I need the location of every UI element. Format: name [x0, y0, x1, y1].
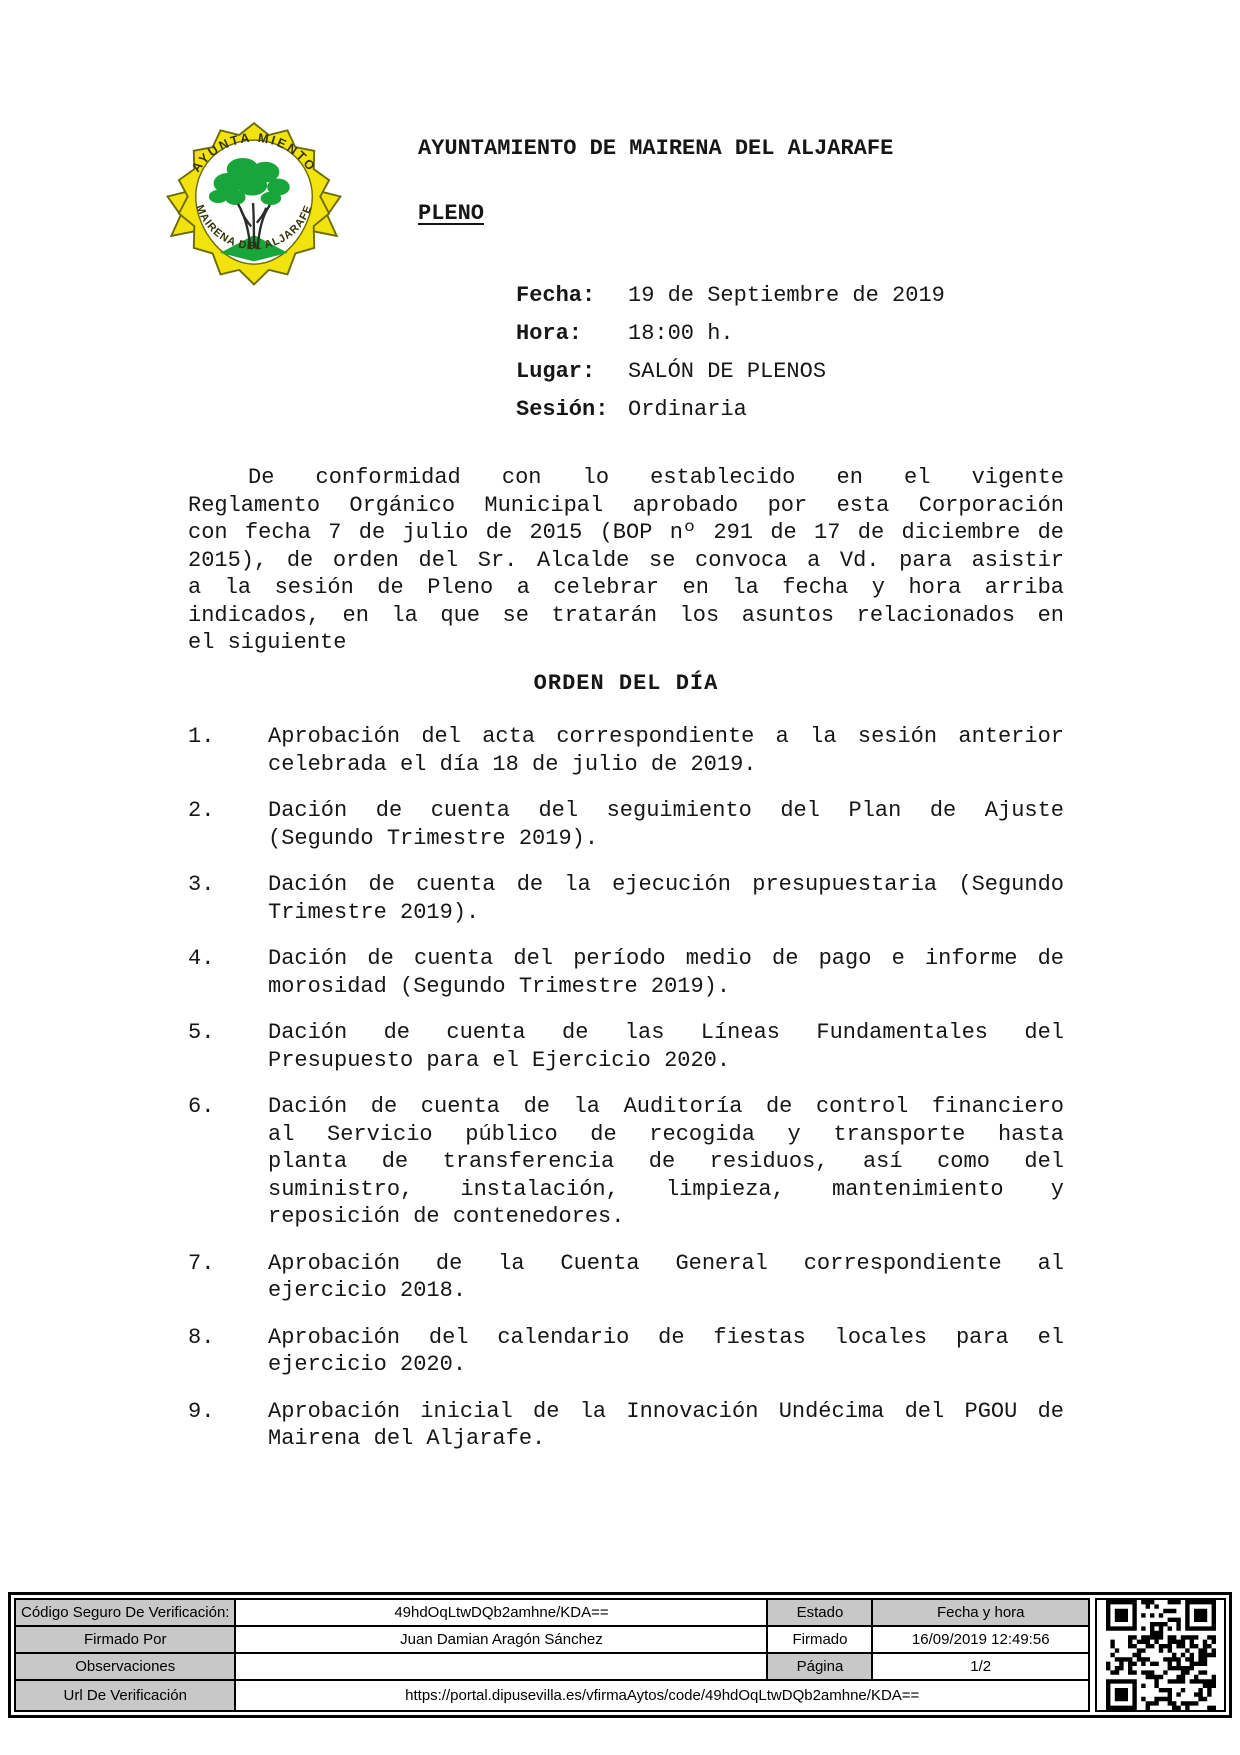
agenda-item-line: ejercicio 2020. [268, 1352, 467, 1377]
intro-line: De conformidad con lo establecido en el vigente [248, 465, 1064, 490]
sig-extra-cell: 16/09/2019 12:49:56 [872, 1626, 1089, 1653]
agenda-item-line: reposición de contenedores. [268, 1204, 625, 1229]
agenda-item-text [268, 1093, 1064, 1231]
agenda-item-line: Aprobación del calendario de fiestas locales para el [268, 1324, 1064, 1350]
session-type-heading: PLENO [418, 201, 485, 226]
agenda-item-line: (Segundo Trimestre 2019). [268, 825, 599, 851]
meta-row [516, 352, 945, 390]
intro-paragraph [188, 464, 1064, 657]
agenda-item-line: Mairena del Aljarafe. [268, 1426, 546, 1451]
sig-label-cell: Observaciones [15, 1653, 235, 1680]
meta-value: Ordinaria [628, 396, 747, 422]
meta-label: Fecha: [516, 282, 596, 308]
sig-label-cell: Código Seguro De Verificación: [15, 1599, 235, 1626]
meta-row [516, 276, 945, 314]
agenda-item-text [268, 945, 1064, 1000]
signature-url-row [15, 1680, 1089, 1711]
qr-modules [1106, 1600, 1216, 1710]
municipal-coat-of-arms [160, 110, 348, 298]
sig-status-cell: Firmado [767, 1626, 872, 1653]
agenda-item-number: 1. [188, 724, 215, 749]
agenda-item-number: 6. [188, 1094, 215, 1119]
agenda-item [188, 1093, 1064, 1231]
intro-line: el siguiente [188, 630, 347, 655]
sig-extra-cell: Fecha y hora [872, 1599, 1089, 1626]
document-title: AYUNTAMIENTO DE MAIRENA DEL ALJARAFE [418, 136, 894, 161]
agenda-item-line: planta de transferencia de residuos, así como del [268, 1149, 1064, 1174]
agenda-item-number: 7. [188, 1250, 215, 1276]
sig-extra-cell: 1/2 [872, 1653, 1089, 1680]
agenda-item [188, 1398, 1064, 1453]
agenda-item-line: Dación de cuenta de la ejecución presupuestaria (Segundo [268, 872, 1064, 897]
agenda-item [188, 1019, 1064, 1074]
agenda-item-line: Aprobación de la Cuenta General correspondiente al [268, 1250, 1064, 1276]
meta-value: SALÓN DE PLENOS [628, 358, 827, 384]
intro-line: con fecha 7 de julio de 2015 (BOP nº 291 de 17 de diciembre de [188, 520, 1064, 545]
meta-value: 18:00 h. [628, 320, 734, 346]
agenda-item-line: celebrada el día 18 de julio de 2019. [268, 751, 757, 777]
agenda-item-line: ejercicio 2018. [268, 1278, 467, 1303]
intro-line: 2015), de orden del Sr. Alcalde se convoca a Vd. para asistir [188, 547, 1064, 573]
agenda-item-text [268, 1250, 1064, 1305]
agenda-item-line: al Servicio público de recogida y transporte hasta [268, 1121, 1064, 1147]
sig-value-cell [235, 1653, 767, 1680]
agenda-item [188, 1324, 1064, 1379]
agenda-item-line: Trimestre 2019). [268, 899, 480, 925]
meta-row [516, 314, 945, 352]
agenda-item-line: Dación de cuenta de las Líneas Fundamentales del [268, 1020, 1064, 1045]
agenda-item-number: 4. [188, 946, 215, 971]
sig-value-cell: Juan Damian Aragón Sánchez [235, 1626, 767, 1653]
agenda-item-line: Presupuesto para el Ejercicio 2020. [268, 1047, 731, 1073]
coat-of-arms-svg [160, 110, 348, 298]
agenda-item [188, 945, 1064, 1000]
agenda-item-text [268, 723, 1064, 778]
agenda-item-line: suministro, instalación, limpieza, mantenimiento y [268, 1176, 1064, 1202]
signature-table-row [15, 1599, 1089, 1626]
intro-line: a la sesión de Pleno a celebrar en la fecha y hora arriba [188, 575, 1064, 600]
agenda-item [188, 723, 1064, 778]
agenda-item-number: 8. [188, 1324, 215, 1350]
agenda-item [188, 797, 1064, 852]
signature-table-row [15, 1626, 1089, 1653]
signature-table-body [15, 1599, 1089, 1711]
agenda-item-line: Aprobación del acta correspondiente a la sesión anterior [268, 724, 1064, 749]
meta-label: Sesión: [516, 396, 609, 422]
sig-value-cell: 49hdOqLtwDQb2amhne/KDA== [235, 1599, 767, 1626]
agenda-item-line: morosidad (Segundo Trimestre 2019). [268, 973, 731, 999]
agenda-heading: ORDEN DEL DÍA [533, 671, 719, 696]
logo-top-arc-text: AYUNTA MIENTO [189, 130, 319, 175]
logo-bottom-arc-text: MAIRENA DEL ALJARAFE [193, 203, 315, 253]
agenda-item-line: Aprobación inicial de la Innovación Undécima del PGOU de [268, 1398, 1064, 1424]
agenda-item-text [268, 1398, 1064, 1453]
signature-table-row [15, 1653, 1089, 1680]
agenda-item-text [268, 1019, 1064, 1074]
agenda-item-line: Dación de cuenta de la Auditoría de control financiero [268, 1094, 1064, 1119]
meta-row [516, 390, 945, 428]
agenda-item [188, 871, 1064, 926]
qr-code-svg [1106, 1600, 1216, 1710]
agenda-item [188, 1250, 1064, 1305]
agenda-item-line: Dación de cuenta del período medio de pago e informe de [268, 946, 1064, 971]
meta-label: Lugar: [516, 358, 596, 384]
intro-line: indicados, en la que se tratarán los asuntos relacionados en [188, 602, 1064, 628]
agenda-item-text [268, 871, 1064, 926]
sig-status-cell: Estado [767, 1599, 872, 1626]
agenda-item-number: 5. [188, 1020, 215, 1045]
sig-label-cell: Firmado Por [15, 1626, 235, 1653]
meta-label: Hora: [516, 320, 583, 346]
agenda-list [188, 723, 1064, 1472]
meta-value: 19 de Septiembre de 2019 [628, 282, 945, 308]
agenda-item-number: 3. [188, 872, 215, 897]
sig-url-label-cell: Url De Verificación [15, 1680, 235, 1711]
sig-status-cell: Página [767, 1653, 872, 1680]
session-meta-block [516, 276, 945, 428]
agenda-item-number: 9. [188, 1398, 215, 1424]
agenda-item-number: 2. [188, 798, 215, 823]
qr-code [1095, 1598, 1226, 1712]
signature-table [14, 1598, 1090, 1712]
agenda-item-text [268, 1324, 1064, 1379]
agenda-item-text [268, 797, 1064, 852]
verification-url[interactable]: https://portal.dipusevilla.es/vfirmaAytos/code/49hdOqLtwDQb2amhne/KDA== [235, 1680, 1089, 1711]
agenda-item-line: Dación de cuenta del seguimiento del Plan de Ajuste [268, 798, 1064, 823]
signature-footer [8, 1592, 1232, 1718]
intro-line: Reglamento Orgánico Municipal aprobado por esta Corporación [188, 492, 1064, 518]
